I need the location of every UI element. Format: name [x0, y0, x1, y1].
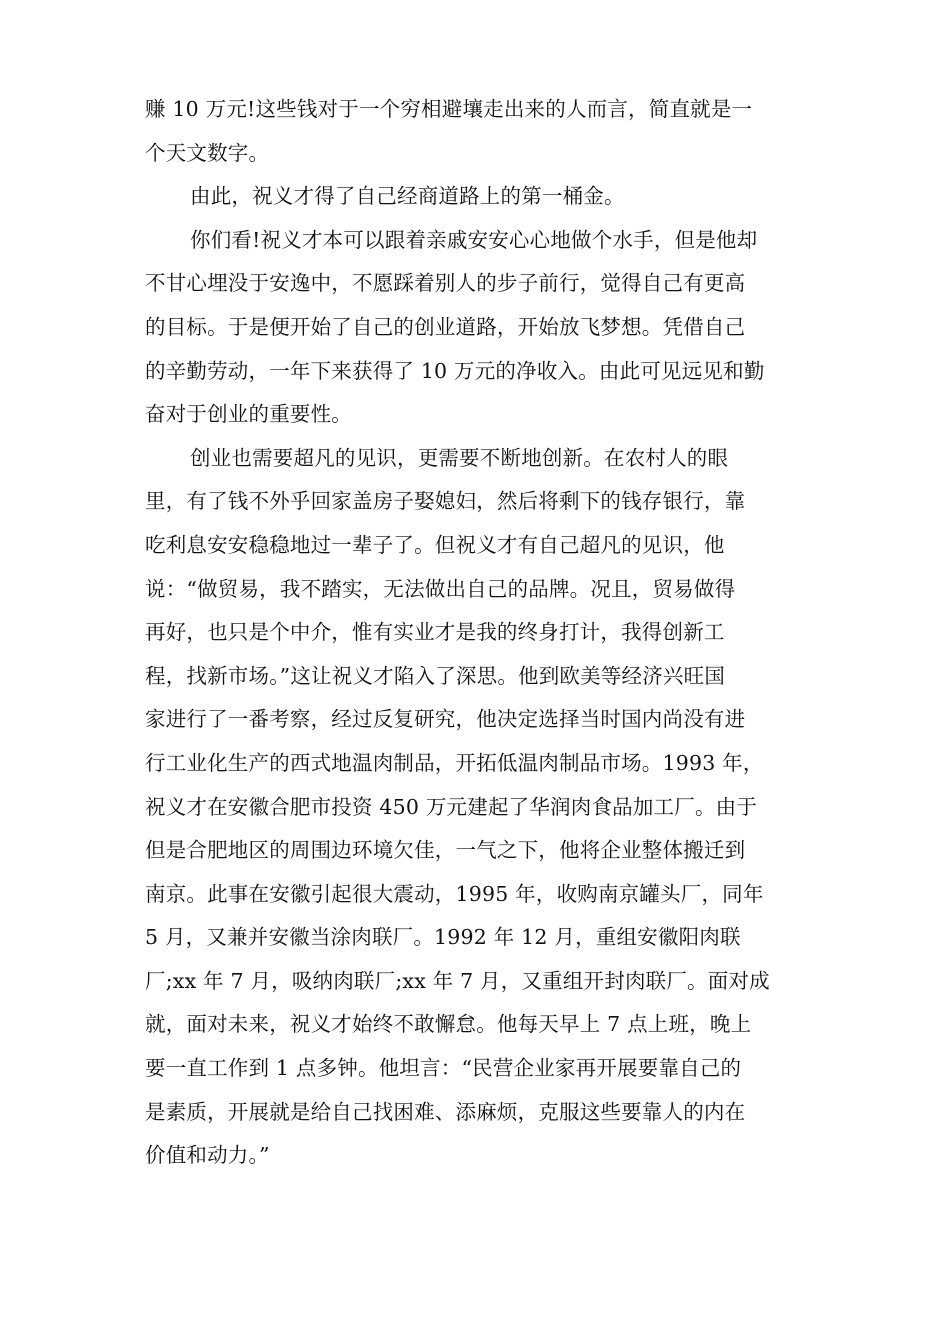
- text-line: 奋对于创业的重要性。: [145, 402, 352, 427]
- text-line: 的辛勤劳动，一年下来获得了 10 万元的净收入。由此可见远见和勤: [145, 358, 765, 383]
- text-line: 祝义才在安徽合肥市投资 450 万元建起了华润肉食品加工厂。由于: [145, 794, 758, 819]
- paragraph-start-line: 由此，祝义才得了自己经商道路上的第一桶金。: [190, 184, 625, 209]
- text-line: 价值和动力。”: [145, 1143, 270, 1168]
- text-line: 再好，也只是个中介，惟有实业才是我的终身打计，我得创新工: [145, 620, 725, 645]
- text-line: 的目标。于是便开始了自己的创业道路，开始放飞梦想。凭借自己: [145, 314, 746, 339]
- text-line: 南京。此事在安徽引起很大震动，1995 年，收购南京罐头厂，同年: [145, 881, 764, 906]
- text-line: 赚 10 万元!这些钱对于一个穷相避壤走出来的人而言，简直就是一: [145, 97, 753, 121]
- text-line: 说：“做贸易，我不踏实，无法做出自己的品牌。况且，贸易做得: [145, 576, 736, 601]
- text-line: 行工业化生产的西式地温肉制品，开拓低温肉制品市场。1993 年，: [145, 750, 764, 775]
- text-line: 5 月，又兼并安徽当涂肉联厂。1992 年 12 月，重组安徽阳肉联: [145, 925, 741, 950]
- document-body: [145, 88, 805, 1178]
- text-line: 要一直工作到 1 点多钟。他坦言：“民营企业家再开展要靠自己的: [145, 1056, 742, 1081]
- text-line: 程，找新市场。”这让祝义才陷入了深思。他到欧美等经济兴旺国: [145, 663, 726, 688]
- text-line: 吃利息安安稳稳地过一辈子了。但祝义才有自己超凡的见识，他: [145, 532, 725, 557]
- text-line: 是素质，开展就是给自己找困难、添麻烦，克服这些要靠人的内在: [145, 1099, 746, 1124]
- text-line: 厂;xx 年 7 月，吸纳肉联厂;xx 年 7 月，又重组开封肉联厂。面对成: [145, 968, 770, 993]
- text-line: 家进行了一番考察，经过反复研究，他决定选择当时国内尚没有进: [145, 707, 746, 732]
- text-line: 不甘心埋没于安逸中，不愿踩着别人的步子前行，觉得自己有更高: [145, 271, 746, 296]
- paragraph-start-line: 创业也需要超凡的见识，更需要不断地创新。在农村人的眼: [190, 445, 729, 470]
- text-line: 里，有了钱不外乎回家盖房子娶媳妇，然后将剩下的钱存银行，靠: [145, 489, 746, 514]
- text-line: 但是合肥地区的周围边环境欠佳，一气之下，他将企业整体搬迁到: [145, 838, 746, 863]
- text-line: 个天文数字。: [145, 140, 270, 165]
- text-line: 就，面对未来，祝义才始终不敢懈怠。他每天早上 7 点上班，晚上: [145, 1012, 752, 1037]
- paragraph-start-line: 你们看!祝义才本可以跟着亲戚安安心心地做个水手，但是他却: [190, 227, 758, 252]
